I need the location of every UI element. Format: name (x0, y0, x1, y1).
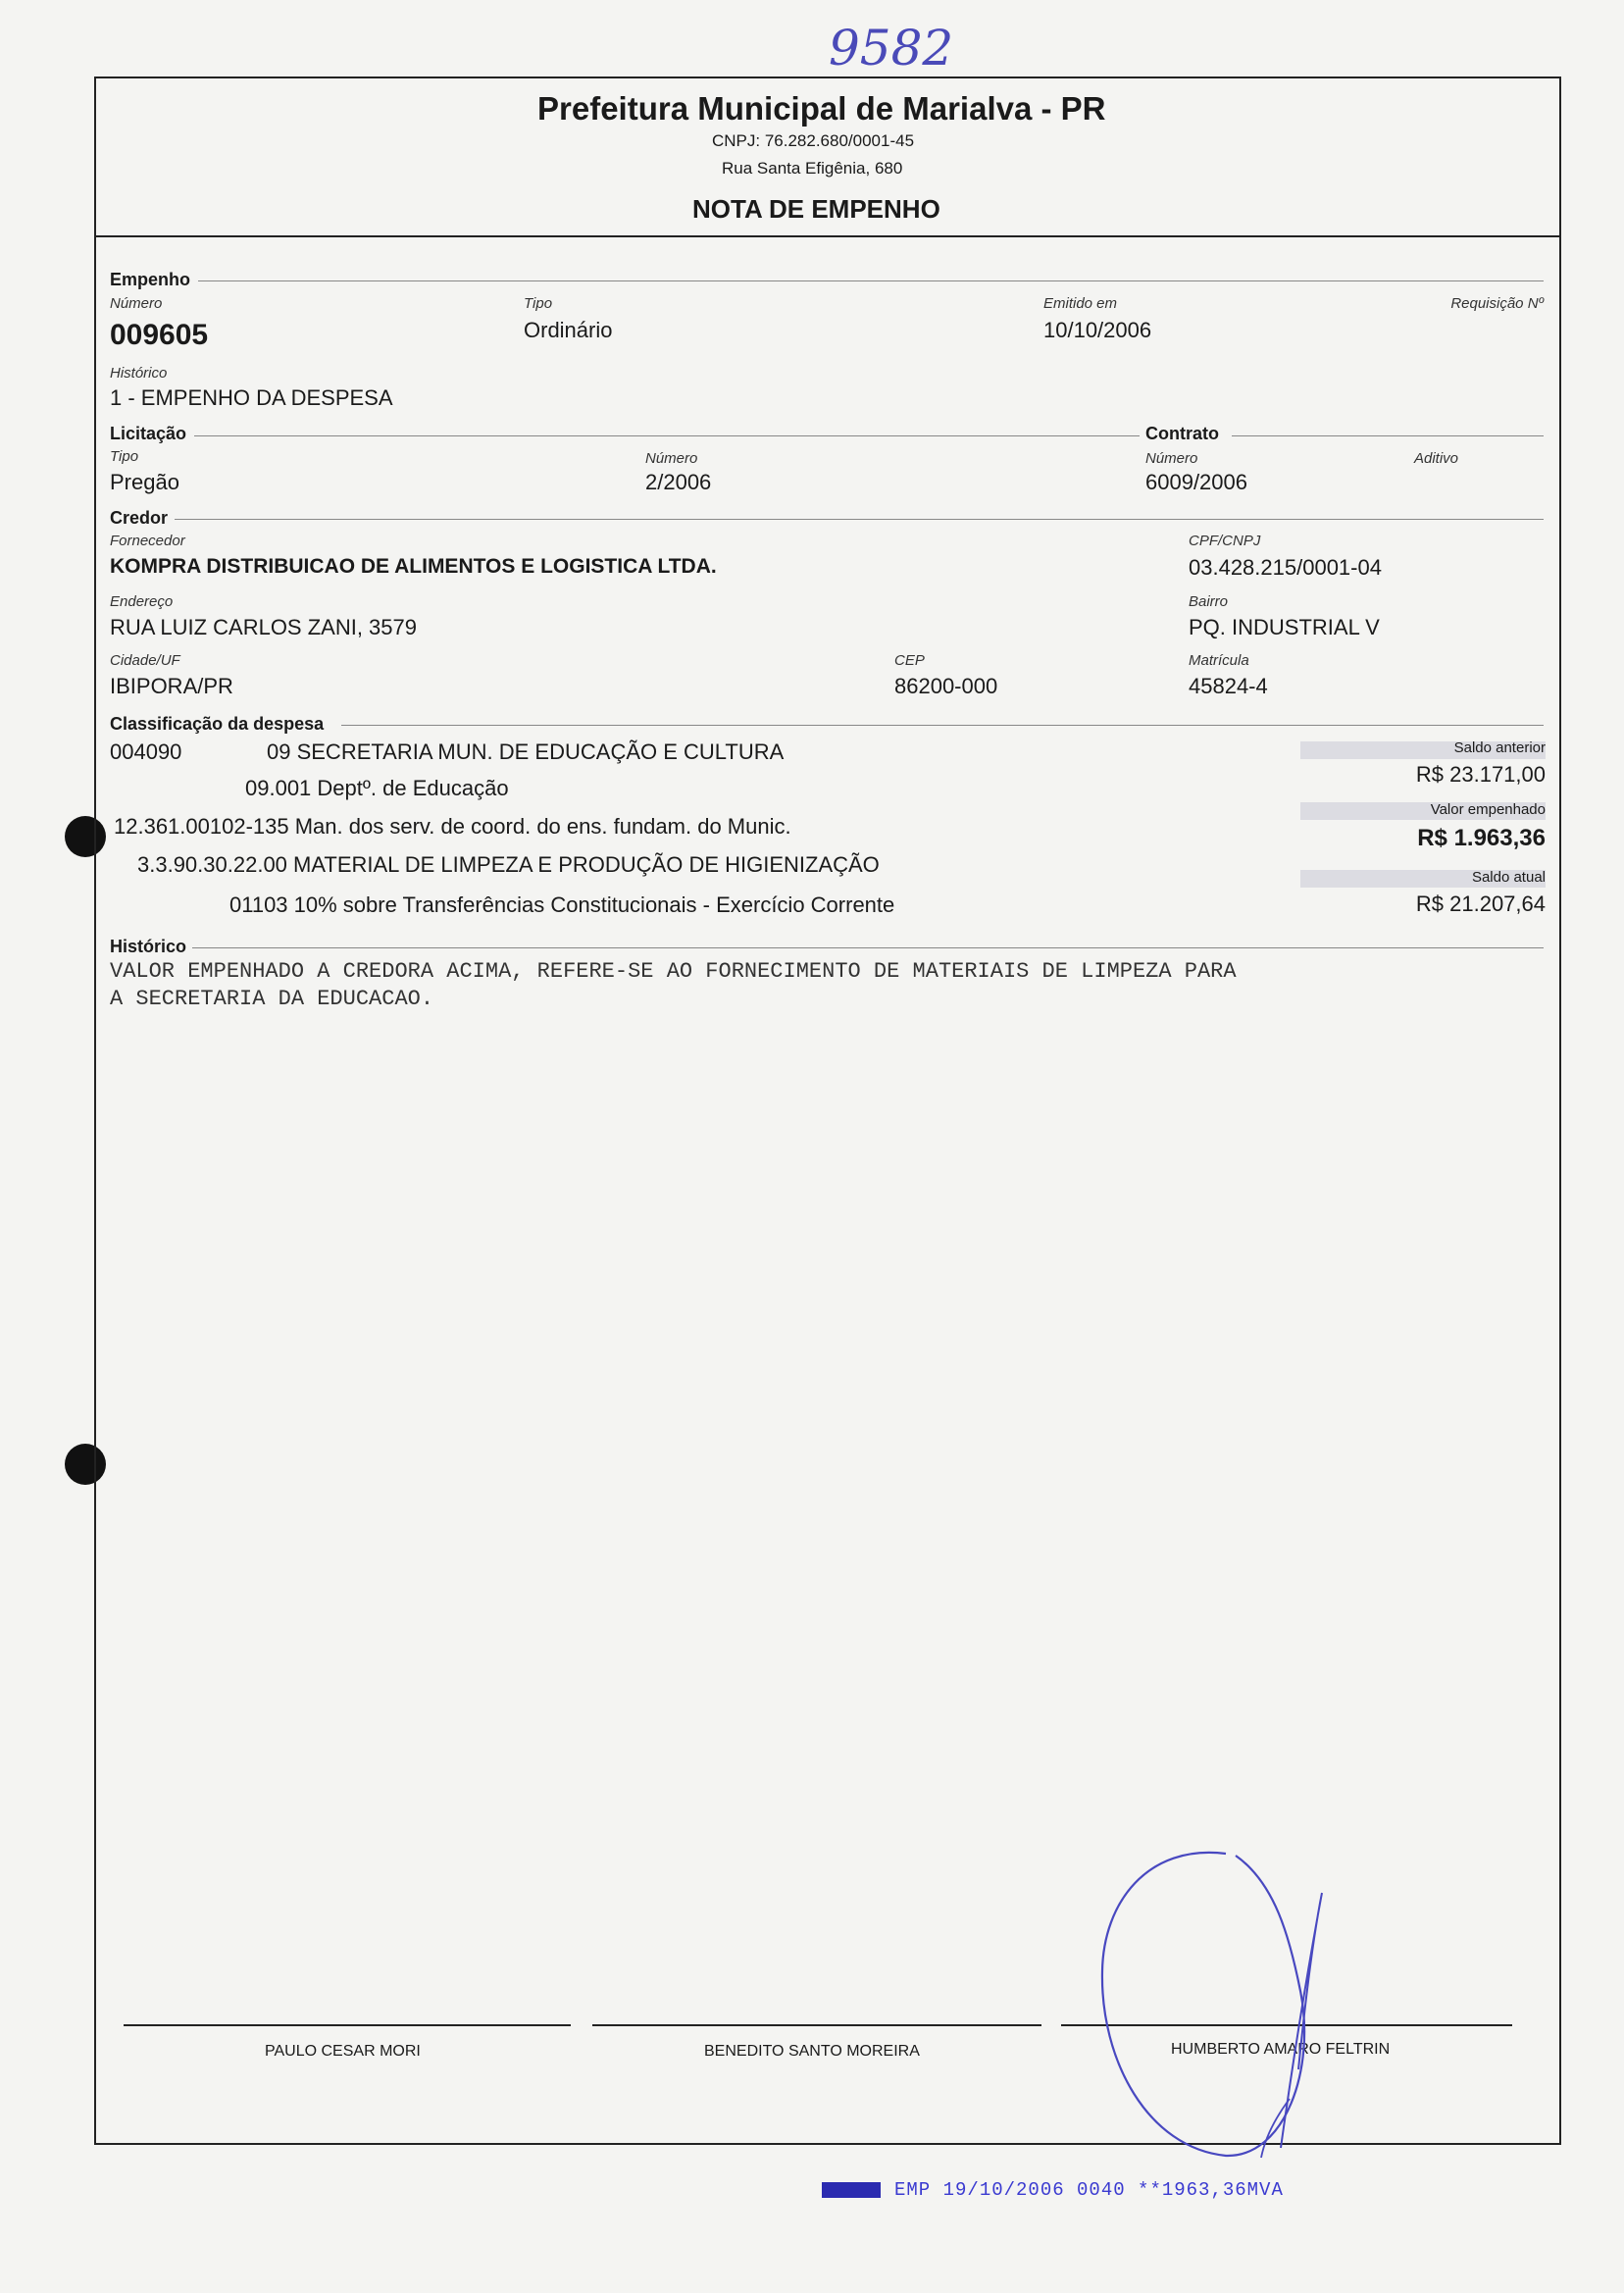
licitacao-tipo: Pregão (110, 470, 179, 494)
aditivo-label: Aditivo (1414, 450, 1459, 467)
handwritten-page-number: 9582 (829, 20, 954, 76)
signature-line (592, 2024, 1041, 2026)
bairro-value: PQ. INDUSTRIAL V (1189, 615, 1380, 639)
contrato-section-title: Contrato (1145, 424, 1219, 443)
empenho-historico: 1 - EMPENHO DA DESPESA (110, 385, 393, 410)
cidade-label: Cidade/UF (110, 652, 180, 669)
orgao-text: 09 SECRETARIA MUN. DE EDUCAÇÃO E CULTURA (267, 739, 785, 764)
processing-stamp (822, 2179, 1284, 2201)
address-text: Rua Santa Efigênia, 680 (722, 159, 903, 178)
signature-line (124, 2024, 571, 2026)
empenho-historico-label: Histórico (110, 365, 168, 382)
licitacao-tipo-label: Tipo (110, 448, 139, 465)
saldo-anterior-value: R$ 23.171,00 (1415, 762, 1546, 787)
contrato-numero: 6009/2006 (1145, 470, 1247, 494)
section-rule (194, 435, 1140, 436)
section-rule (341, 725, 1544, 726)
empenho-numero: 009605 (110, 319, 209, 351)
funcional-text: 12.361.00102-135 Man. dos serv. de coord. do ens. fundam. do Munic. (114, 814, 791, 839)
matricula-label: Matrícula (1189, 652, 1249, 669)
cep-value: 86200-000 (894, 674, 998, 698)
emitido-date: 10/10/2006 (1043, 318, 1152, 342)
matricula-value: 45824-4 (1189, 674, 1268, 698)
fornecedor-name: KOMPRA DISTRIBUICAO DE ALIMENTOS E LOGISTICA LTDA. (110, 555, 717, 578)
section-rule (1232, 435, 1544, 436)
empenho-tipo-label: Tipo (524, 295, 553, 312)
licitacao-section-title: Licitação (110, 424, 187, 443)
header-divider (94, 235, 1559, 237)
historico-line-1: VALOR EMPENHADO A CREDORA ACIMA, REFERE-SE AO FORNECIMENTO DE MATERIAIS DE LIMPEZA PARA (110, 959, 1237, 984)
contrato-numero-label: Número (1145, 450, 1198, 467)
saldo-atual-label: Saldo atual (1471, 869, 1546, 886)
requisicao-label: Requisição Nº (1450, 295, 1544, 312)
signatory-name: BENEDITO SANTO MOREIRA (704, 2043, 920, 2060)
empenho-numero-label: Número (110, 295, 163, 312)
unidade-text: 09.001 Deptº. de Educação (245, 776, 509, 800)
fornecedor-label: Fornecedor (110, 533, 185, 549)
credor-section-title: Credor (110, 508, 169, 528)
saldo-anterior-label: Saldo anterior (1453, 739, 1546, 756)
historico-line-2: A SECRETARIA DA EDUCACAO. (110, 987, 434, 1011)
endereco-label: Endereço (110, 593, 174, 610)
valor-empenhado-label: Valor empenhado (1430, 801, 1546, 818)
historico-section-title: Histórico (110, 937, 187, 956)
document-title: NOTA DE EMPENHO (692, 194, 940, 224)
licitacao-numero: 2/2006 (645, 470, 712, 494)
cpf-cnpj-value: 03.428.215/0001-04 (1189, 555, 1382, 580)
signatory-name: PAULO CESAR MORI (265, 2043, 421, 2060)
signatory-name: HUMBERTO AMARO FELTRIN (1171, 2041, 1391, 2058)
valor-empenhado-value: R$ 1.963,36 (1417, 825, 1546, 851)
cpf-cnpj-label: CPF/CNPJ (1189, 533, 1261, 549)
emitido-label: Emitido em (1043, 295, 1118, 312)
fonte-text: 01103 10% sobre Transferências Constitucionais - Exercício Corrente (229, 892, 895, 917)
stamp-text: EMP 19/10/2006 0040 **1963,36MVA (894, 2179, 1284, 2201)
municipality-title: Prefeitura Municipal de Marialva - PR (537, 90, 1106, 127)
endereco-value: RUA LUIZ CARLOS ZANI, 3579 (110, 615, 417, 639)
stamp-bar-icon (822, 2182, 881, 2198)
elemento-text: 3.3.90.30.22.00 MATERIAL DE LIMPEZA E PRODUÇÃO DE HIGIENIZAÇÃO (137, 852, 880, 877)
handwritten-signature (1089, 1844, 1344, 2187)
section-rule (192, 947, 1544, 948)
cnpj-text: CNPJ: 76.282.680/0001-45 (712, 131, 915, 150)
cep-label: CEP (894, 652, 925, 669)
empenho-tipo: Ordinário (524, 318, 613, 342)
section-rule (175, 519, 1544, 520)
saldo-atual-value: R$ 21.207,64 (1415, 892, 1546, 916)
licitacao-numero-label: Número (645, 450, 698, 467)
section-rule (198, 280, 1544, 281)
cidade-value: IBIPORA/PR (110, 674, 233, 698)
bairro-label: Bairro (1189, 593, 1229, 610)
classificacao-code: 004090 (110, 739, 182, 764)
classificacao-section-title: Classificação da despesa (110, 714, 325, 734)
empenho-section-title: Empenho (110, 270, 191, 289)
